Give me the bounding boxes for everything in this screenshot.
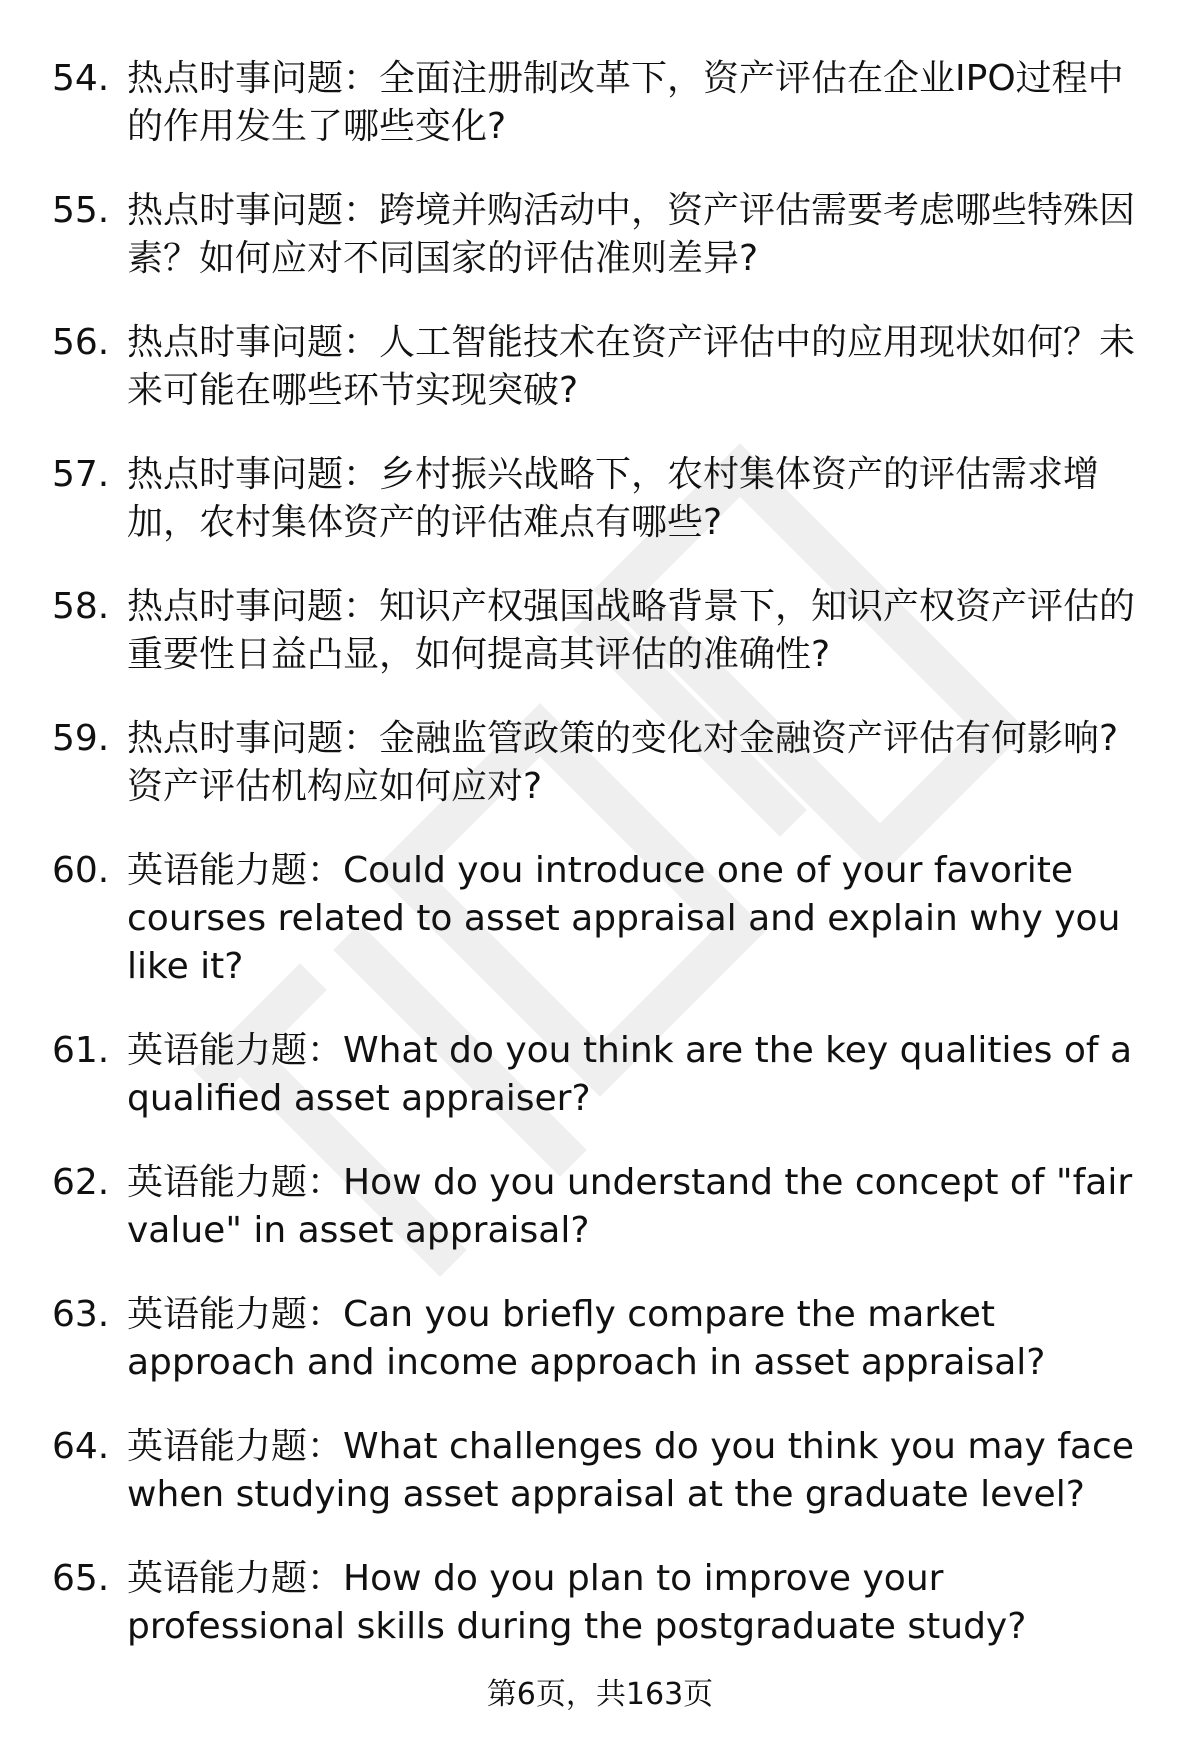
question-text: 热点时事问题：人工智能技术在资产评估中的应用现状如何？未来可能在哪些环节实现突破? xyxy=(127,322,1136,411)
question-number: 62. xyxy=(52,1162,110,1203)
question-number: 59. xyxy=(52,718,110,759)
question-number: 58. xyxy=(52,586,110,627)
question-text: 热点时事问题：乡村振兴战略下，农村集体资产的评估需求增加，农村集体资产的评估难点有哪些? xyxy=(127,454,1100,543)
question-number: 61. xyxy=(52,1030,110,1071)
question-number: 65. xyxy=(52,1558,110,1599)
question-number: 54. xyxy=(52,58,110,99)
question-number: 57. xyxy=(52,454,110,495)
question-text: 英语能力题：How do you plan to improve your professional skills during the postgraduate study? xyxy=(127,1558,1027,1647)
question-number: 64. xyxy=(52,1426,110,1467)
question-text: 英语能力题：How do you understand the concept of "fair value" in asset appraisal? xyxy=(127,1162,1133,1251)
question-text: 热点时事问题：金融监管政策的变化对金融资产评估有何影响?资产评估机构应如何应对? xyxy=(127,718,1119,807)
question-text: 英语能力题：What do you think are the key qualities of a qualified asset appraiser? xyxy=(127,1030,1133,1119)
question-text: 英语能力题：Could you introduce one of your favorite courses related to asset appraisal and explain why you like it? xyxy=(127,850,1121,987)
question-number: 60. xyxy=(52,850,110,891)
question-text: 英语能力题：Can you briefly compare the market approach and income approach in asset appraisal? xyxy=(127,1294,1046,1383)
page-footer: 第6页，共163页 xyxy=(486,1677,714,1712)
question-text: 热点时事问题：知识产权强国战略背景下，知识产权资产评估的重要性日益凸显，如何提高其评估的准确性? xyxy=(127,586,1136,675)
question-number: 56. xyxy=(52,322,110,363)
question-number: 55. xyxy=(52,190,110,231)
question-number: 63. xyxy=(52,1294,110,1335)
question-text: 热点时事问题：跨境并购活动中，资产评估需要考虑哪些特殊因素？如何应对不同国家的评估准则差异? xyxy=(127,190,1136,279)
question-text: 英语能力题：What challenges do you think you may face when studying asset appraisal at the graduate level? xyxy=(127,1426,1134,1515)
question-text: 热点时事问题：全面注册制改革下，资产评估在企业IPO过程中的作用发生了哪些变化? xyxy=(127,58,1124,147)
